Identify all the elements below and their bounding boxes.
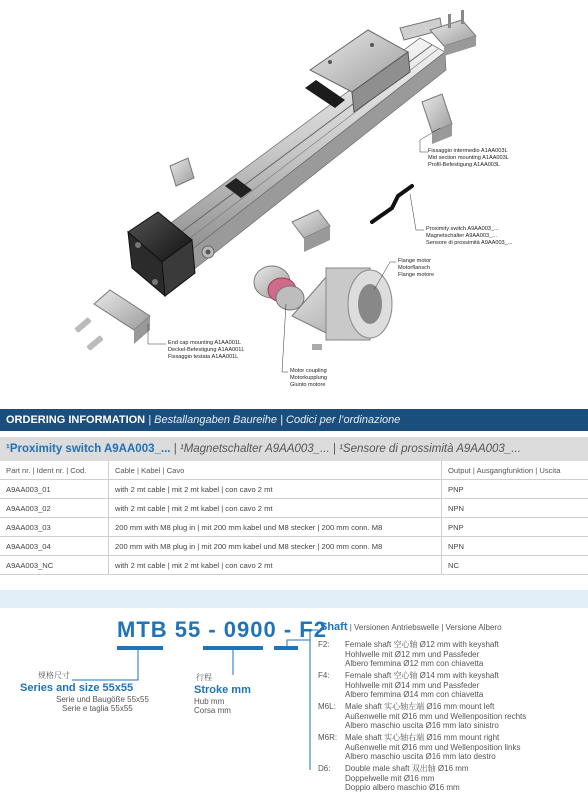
cell-part: A9AA003_NC (0, 556, 109, 575)
cell-part: A9AA003_02 (0, 499, 109, 518)
callout-line: Fissaggio intermedio A1AA003L (428, 148, 508, 154)
motor-coupling (254, 266, 304, 310)
option-line: Außenwelle mit Ø16 mm und Wellenposition rechts (345, 711, 527, 721)
option-line: Double male shaft 双出轴 Ø16 mm (345, 764, 469, 773)
cell-output: PNP (442, 480, 588, 499)
cell-output: NPN (442, 499, 588, 518)
shaft-option (318, 702, 526, 731)
callout-line: Fissaggio testata A1AA001L (168, 354, 239, 360)
table-row (0, 480, 588, 499)
option-line: Albero maschio uscita Ø16 mm lato destro (345, 752, 496, 762)
shaft-option (318, 764, 469, 793)
proximity-switch-table (0, 461, 588, 575)
proximity-title-it: ¹Sensore di prossimità A9AA003_... (339, 443, 521, 455)
size-label: Series and size 55x55 (20, 682, 134, 694)
cell-part: A9AA003_03 (0, 518, 109, 537)
cell-output: NPN (442, 537, 588, 556)
callout-line: Deckel-Befestigung A1AA001L (168, 347, 245, 353)
column-header-output: Output | Ausgangfunktion | Uscita (442, 461, 588, 480)
shaft-option (318, 671, 499, 700)
callout-motor-coupling (290, 368, 327, 389)
table-row (0, 518, 588, 537)
option-line: Female shaft 空心轴 Ø12 mm with keyshaft (345, 640, 499, 649)
cell-cable: 200 mm with M8 plug in | mit 200 mm kabel und M8 stecker | 200 mm conn. M8 (109, 537, 442, 556)
ordering-title-de: Bestallangaben Baureihe (154, 414, 278, 426)
column-header-cable: Cable | Kabel | Cavo (109, 461, 442, 480)
option-line: Male shaft 实心轴右端 Ø16 mm mount right (345, 733, 500, 742)
option-line: Female shaft 空心轴 Ø14 mm with keyshaft (345, 671, 499, 680)
option-code: F2: (318, 640, 330, 649)
callout-line: Mid section mounting A1AA003L (428, 155, 509, 161)
size-label-de: Serie und Baugöße 55x55 (56, 695, 149, 704)
divider-band (0, 590, 588, 608)
flange-motor (292, 268, 392, 350)
callout-line: Giunto motore (290, 382, 326, 388)
model-code: MTB 55 - 0900 - F2 (117, 617, 327, 642)
proximity-switch (372, 186, 412, 222)
callout-line: Flange motore (398, 272, 435, 278)
option-line: Albero femmina Ø14 mm con chiavetta (345, 690, 484, 700)
shaft-heading (320, 621, 502, 633)
option-line: Male shaft 实心轴左端 Ø16 mm mount left (345, 702, 495, 711)
option-line: Albero maschio uscita Ø16 mm lato sinistro (345, 721, 499, 731)
stroke-label-cn: 行程 (196, 673, 212, 682)
mid-section-mount (422, 94, 452, 144)
proximity-title-de: ¹Magnetschalter A9AA003_... (179, 443, 330, 455)
cell-part: A9AA003_04 (0, 537, 109, 556)
option-code: D6: (318, 764, 331, 773)
column-header-part: Part nr. | Ident nr. | Cod. (0, 461, 109, 480)
cell-output: PNP (442, 518, 588, 537)
size-underline (117, 646, 163, 650)
cell-cable: with 2 mt cable | mit 2 mt kabel | con cavo 2 mt (109, 480, 442, 499)
table-row (0, 556, 588, 575)
option-code: M6R: (318, 733, 338, 742)
size-label-cn: 规格尺寸 (38, 671, 70, 680)
callout-line: Flange motor (398, 258, 431, 264)
option-line: Hohlwelle mit Ø12 mm und Passfeder (345, 649, 480, 659)
size-label-it: Serie e taglia 55x55 (62, 704, 133, 713)
table-row (0, 499, 588, 518)
shaft-option (318, 733, 520, 762)
cell-cable: 200 mm with M8 plug in | mit 200 mm kabel und M8 stecker | 200 mm conn. M8 (109, 518, 442, 537)
stroke-label-it: Corsa mm (194, 706, 231, 715)
callout-line: End cap mounting A1AA001L (168, 340, 242, 346)
mid-block-left (170, 158, 194, 186)
proximity-switch-header: ¹Proximity switch A9AA003_... | ¹Magnetschalter A9AA003_... | ¹Sensore di prossimità A9AA003_... (0, 437, 588, 461)
callout-line: Magnetschalter A9AA003_... (426, 233, 497, 239)
callout-line: Profil-Befestigung A1AA003L (428, 162, 501, 168)
table-header-row (0, 461, 588, 480)
callout-flange-motor (398, 258, 434, 279)
stroke-underline (203, 646, 263, 650)
cell-cable: with 2 mt cable | mit 2 mt kabel | con cavo 2 mt (109, 556, 442, 575)
shaft-label-rest: | Versionen Antriebswelle | Versione Albero (347, 623, 502, 632)
cell-cable: with 2 mt cable | mit 2 mt kabel | con cavo 2 mt (109, 499, 442, 518)
shaft-label: Shaft (320, 621, 348, 633)
callout-line: Sensore di prossimità A9AA003_... (426, 240, 513, 246)
option-line: Albero femmina Ø12 mm con chiavetta (345, 659, 484, 669)
table-row (0, 537, 588, 556)
option-line: Außenwelle mit Ø16 mm und Wellenposition links (345, 742, 521, 752)
end-cap-mounting (74, 290, 150, 351)
callout-line: Motor coupling (290, 368, 327, 374)
option-line: Doppelwelle mit Ø16 mm (345, 773, 435, 783)
cell-output: NC (442, 556, 588, 575)
cell-part: A9AA003_01 (0, 480, 109, 499)
callout-line: Motorkupplung (290, 375, 328, 381)
callout-mid-section-mounting (428, 148, 509, 169)
stroke-label: Stroke mm (194, 684, 251, 696)
ordering-title: ORDERING INFORMATION (6, 414, 146, 426)
option-line: Hohlwelle mit Ø14 mm und Passfeder (345, 680, 480, 690)
shaft-option (318, 640, 499, 669)
ordering-title-it: Codici per l’ordinazione (286, 414, 401, 426)
callout-end-cap-mounting (168, 340, 245, 361)
callout-proximity-switch (426, 226, 512, 247)
shaft-underline (274, 646, 298, 650)
option-code: F4: (318, 671, 330, 680)
option-code: M6L: (318, 702, 336, 711)
callout-line: Proximity switch A9AA003_... (426, 226, 499, 232)
option-line: Doppio albero maschio Ø16 mm (345, 783, 460, 793)
callout-line: Motorflansch (398, 265, 431, 271)
stroke-label-de: Hub mm (194, 697, 225, 706)
ordering-information-header: ORDERING INFORMATION | Bestallangaben Baureihe | Codici per l’ordinazione (0, 409, 588, 431)
mid-block-lower (292, 210, 330, 252)
proximity-title: ¹Proximity switch A9AA003_... (6, 443, 171, 455)
